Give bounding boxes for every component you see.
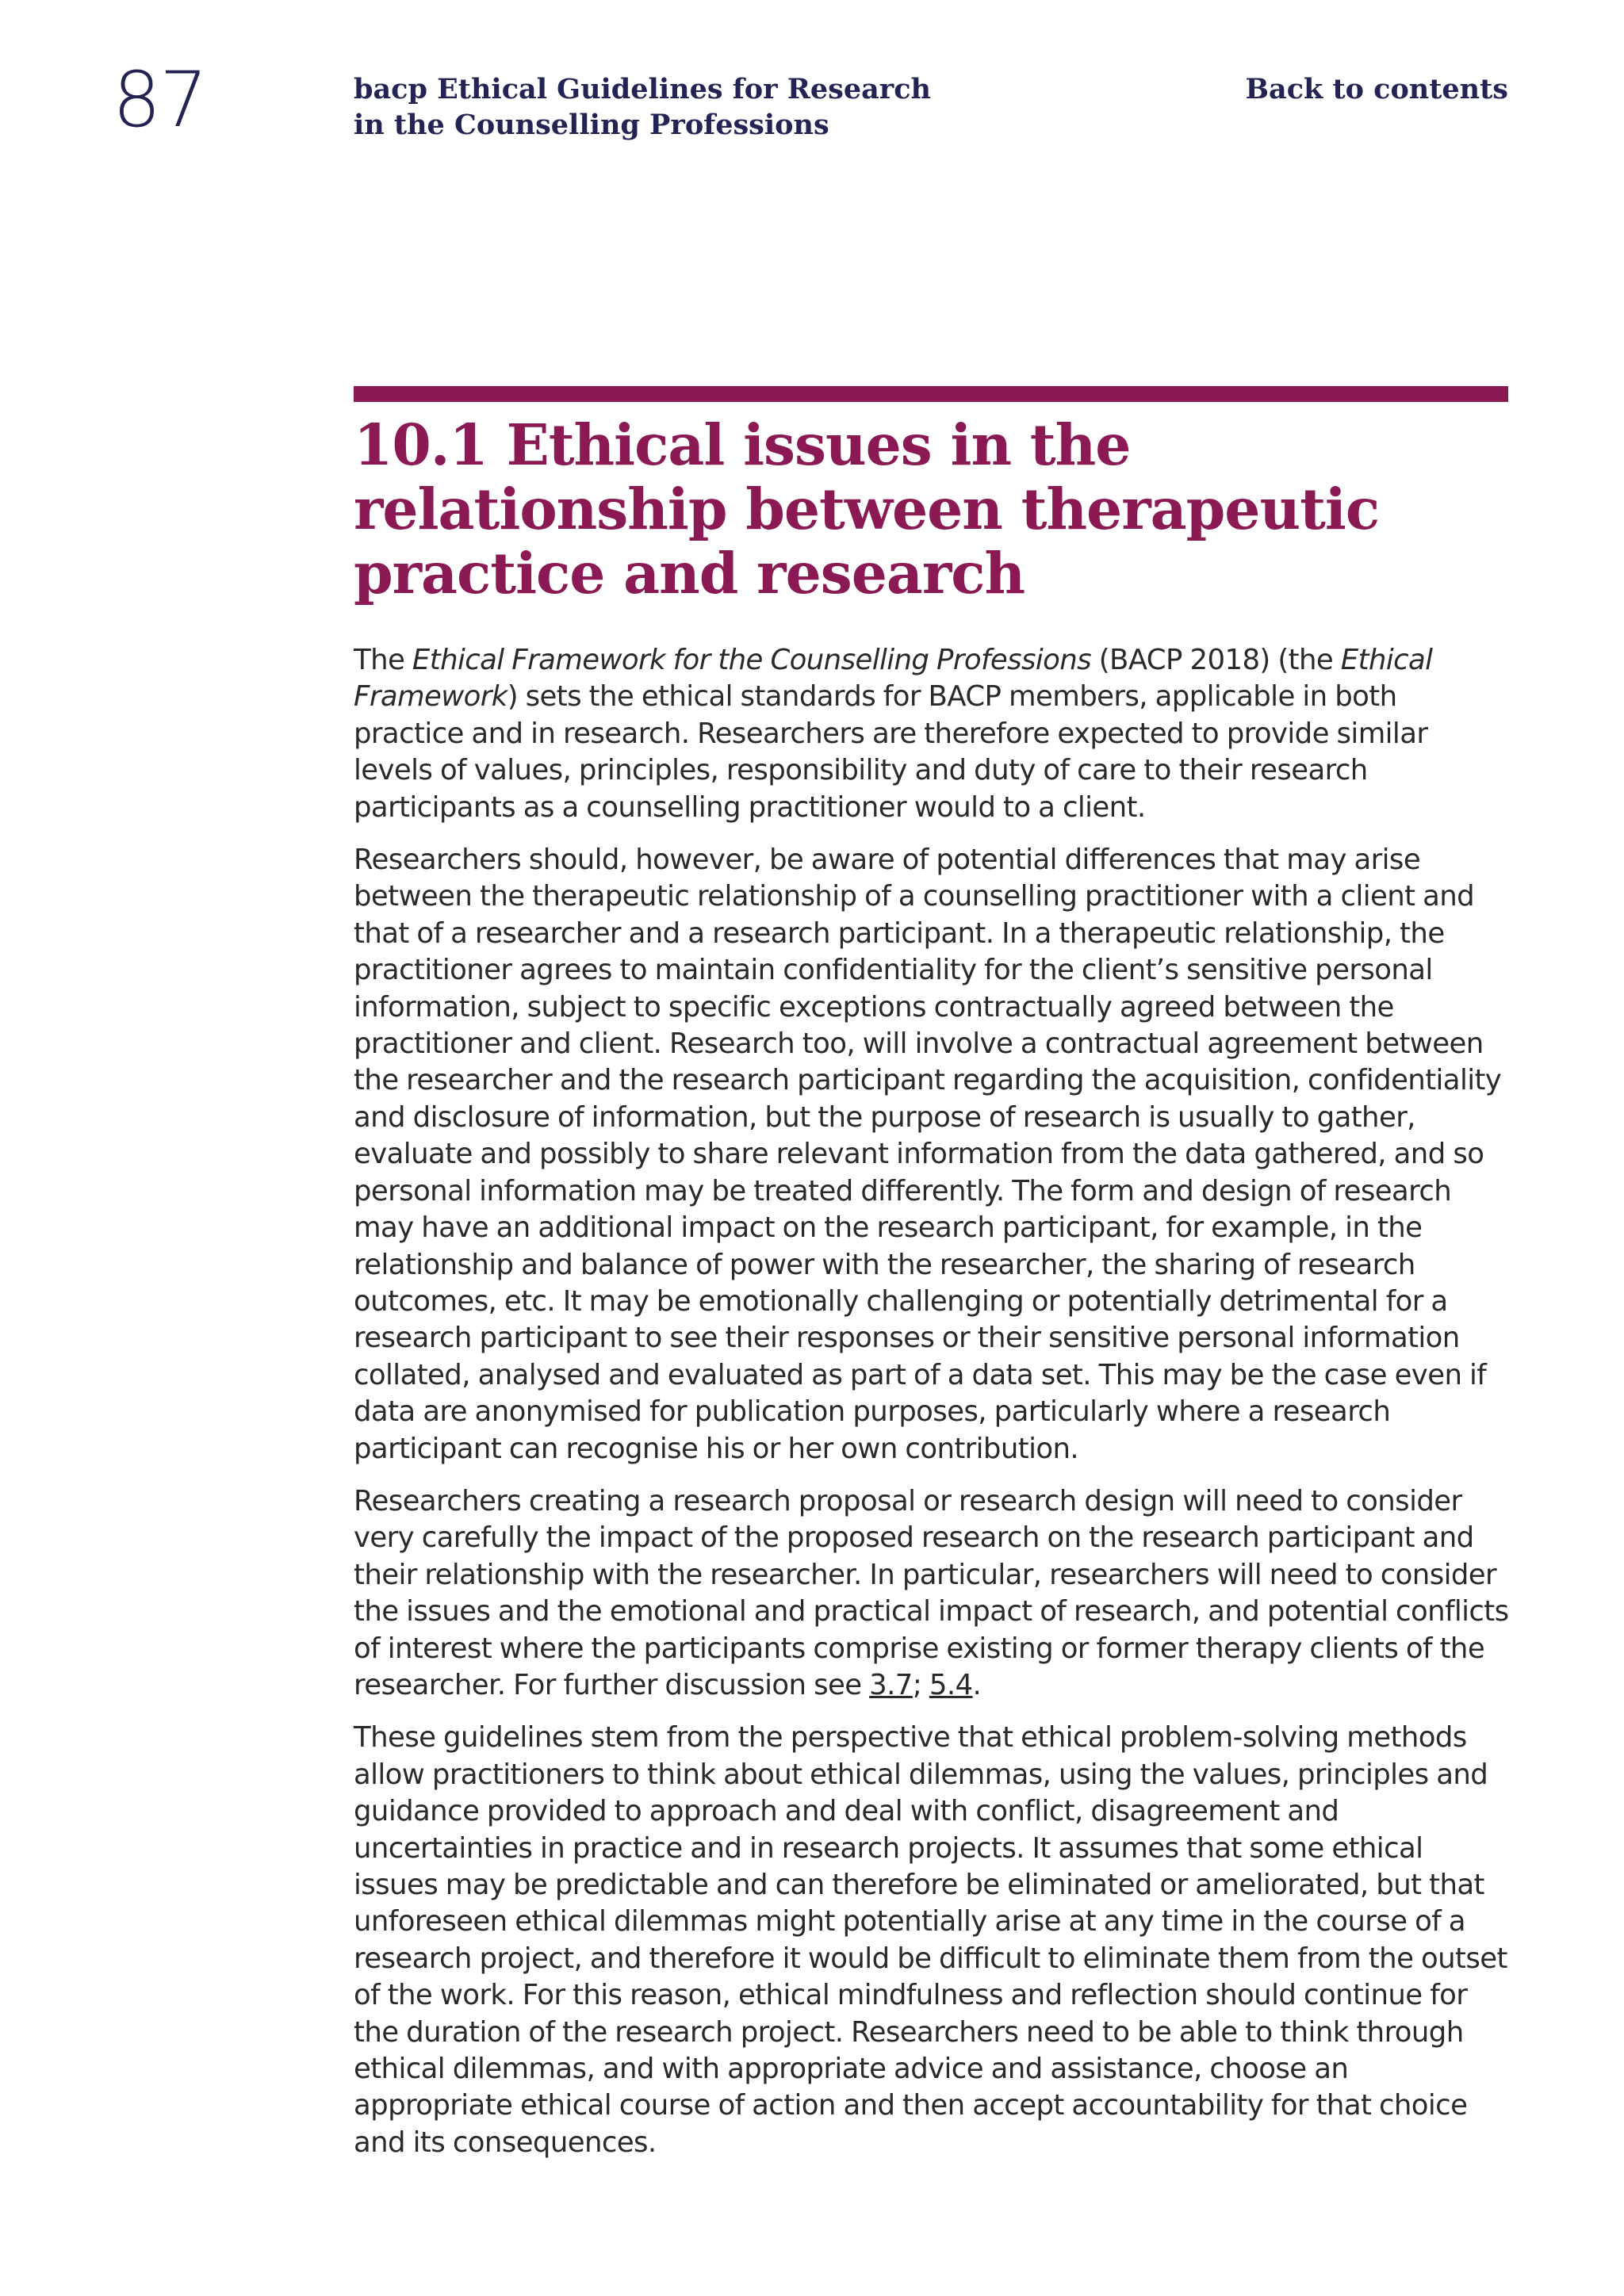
- document-title-line-1: bacp Ethical Guidelines for Research: [354, 73, 931, 105]
- cross-reference-3-7-link[interactable]: 3.7: [869, 1668, 913, 1701]
- paragraph-4: These guidelines stem from the perspective that ethical problem-solving methods allow practitioners to think about ethical dilemmas, using the values, principles and guidance provided to approach and deal with conflict, disagreement and uncertainties in practice and in research projects. It assumes that some ethical issues may be predictable and can therefore be eliminated or ameliorated, but that unforeseen ethical dilemmas might potentially arise at any time in the course of a research project, and therefore it would be difficult to eliminate them from the outset of the work. For this reason, ethical mindfulness and reflection should continue for the duration of the research project. Researchers need to be able to think through ethical dilemmas, and with appropriate advice and assistance, choose an appropriate ethical course of action and then accept accountability for that choice and its consequences.: [354, 1721, 1507, 2159]
- section-heading: 10.1 Ethical issues in the relationship between therapeutic practice and research: [354, 411, 1380, 607]
- paragraph-3: [354, 1483, 1511, 1704]
- cross-reference-separator: ;: [912, 1668, 929, 1701]
- paragraph-1-text-e: ) sets the ethical standards for BACP members, applicable in both practice and in research. Researchers are therefore expected to provide similar levels of values, principles, responsibility and duty of care to their research participants as a counselling practitioner would to a client.: [354, 680, 1428, 824]
- paragraph-1-text-c: (BACP 2018) (the: [1091, 644, 1341, 676]
- paragraph-1: [354, 642, 1511, 826]
- body-text: [354, 642, 1511, 2177]
- paragraph-3-end: .: [972, 1668, 982, 1701]
- document-title: [354, 71, 988, 143]
- paragraph-2: Researchers should, however, be aware of potential differences that may arise between the therapeutic relationship of a counselling practitioner with a client and that of a researcher and a research participant. In a therapeutic relationship, the practitioner agrees to maintain confidentiality for the client’s sensitive personal information, subject to specific exceptions contractually agreed between the practitioner and client. Research too, will involve a contractual agreement between the researcher and the research participant regarding the acquisition, confidentiality and disclosure of information, but the purpose of research is usually to gather, evaluate and possibly to share relevant information from the data gathered, and so personal information may be treated differently. The form and design of research may have an additional impact on the research participant, for example, in the relationship and balance of power with the researcher, the sharing of research outcomes, etc. It may be emotionally challenging or potentially detrimental for a research participant to see their responses or their sensitive personal information collated, analysed and evaluated as part of a data set. This may be the case even if data are anonymised for publication purposes, particularly where a research participant can recognise his or her own contribution.: [354, 844, 1502, 1465]
- ethical-framework-short-title: Ethical Framework: [354, 644, 1433, 714]
- ethical-framework-title: Ethical Framework for the Counselling Professions: [412, 644, 1092, 676]
- paragraph-1-text-a: The: [354, 644, 412, 676]
- paragraph-3-text: Researchers creating a research proposal or research design will need to consider very carefully the impact of the proposed research on the research participant and their relationship with the researcher. In particular, researchers will need to consider the issues and the emotional and practical impact of research, and potential conflicts of interest where the participants comprise existing or former therapy clients of the researcher. For further discussion see: [354, 1484, 1509, 1701]
- back-to-contents-link[interactable]: Back to contents: [1245, 73, 1508, 105]
- document-title-line-2: in the Counselling Professions: [354, 109, 829, 141]
- page-number: 87: [113, 55, 207, 144]
- cross-reference-5-4-link[interactable]: 5.4: [929, 1668, 973, 1701]
- section-divider-bar: [354, 386, 1508, 402]
